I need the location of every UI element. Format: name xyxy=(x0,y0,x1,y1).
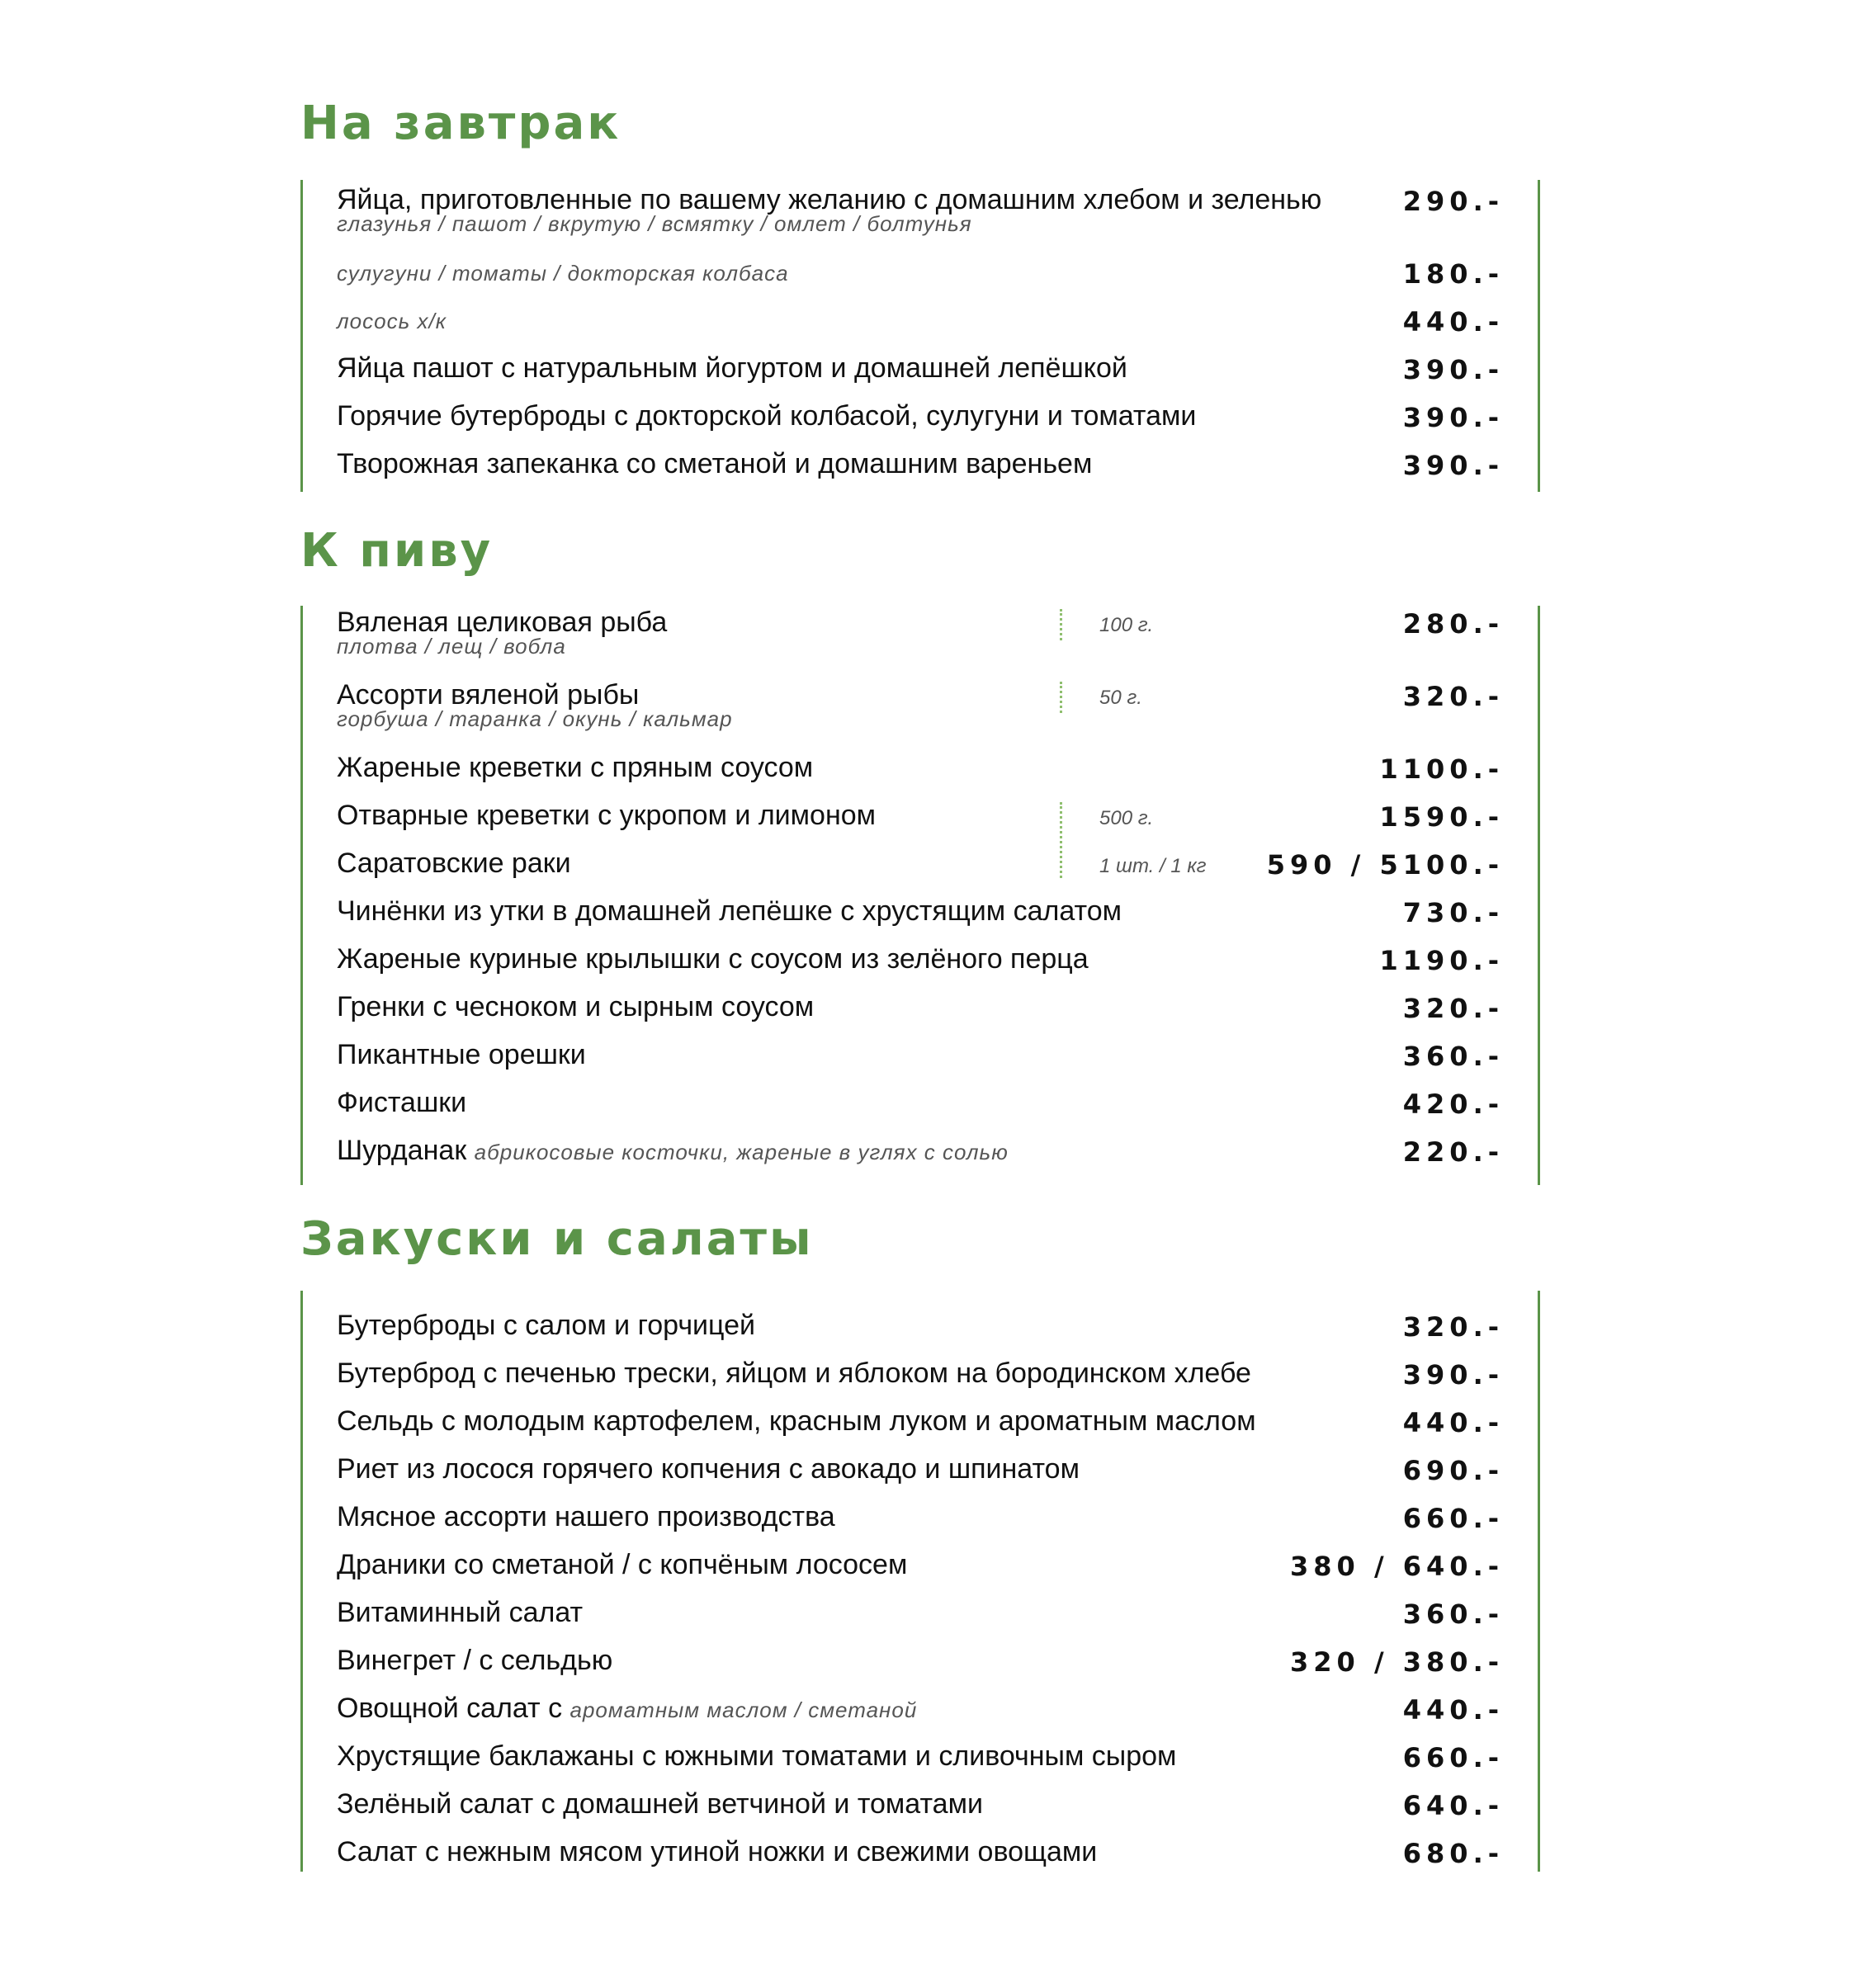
item-price: 320.- xyxy=(1402,1311,1504,1343)
item-weight: 1 шт. / 1 кг xyxy=(1099,855,1207,877)
item-price: 680.- xyxy=(1402,1838,1504,1869)
item-options: лосось х/к xyxy=(337,309,447,333)
item-note: абрикосовые косточки, жареные в углях с солью xyxy=(474,1140,1009,1164)
item-name: Хрустящие баклажаны с южными томатами и сливочным сыром xyxy=(337,1740,1177,1772)
beer-snacks-menu xyxy=(300,606,1540,1185)
item-name: Жареные куриные крылышки с соусом из зелёного перца xyxy=(337,943,1089,975)
item-name: Фисташки xyxy=(337,1087,467,1118)
item-options: сулугуни / томаты / докторская колбаса xyxy=(337,261,789,286)
breakfast-menu xyxy=(300,180,1540,492)
item-note: ароматным маслом / сметаной xyxy=(569,1698,918,1722)
item-name: Чинёнки из утки в домашней лепёшке с хрустящим салатом xyxy=(337,895,1122,927)
item-price: 420.- xyxy=(1402,1088,1504,1120)
item-price: 660.- xyxy=(1402,1503,1504,1534)
item-options: глазунья / пашот / вкрутую / всмятку / омлет / болтунья xyxy=(337,211,972,236)
item-name: Творожная запеканка со сметаной и домашним вареньем xyxy=(337,448,1093,479)
item-price: 320.- xyxy=(1402,681,1504,712)
item-name: Зелёный салат с домашней ветчиной и томатами xyxy=(337,1788,983,1820)
item-name: Яйца пашот с натуральным йогуртом и домашней лепёшкой xyxy=(337,352,1127,384)
item-options: горбуша / таранка / окунь / кальмар xyxy=(337,706,733,731)
item-price: 440.- xyxy=(1402,1694,1504,1726)
item-price: 290.- xyxy=(1402,186,1504,217)
weight-divider xyxy=(1060,682,1062,713)
weight-divider xyxy=(1060,802,1062,878)
item-name: Яйца, приготовленные по вашему желанию с домашним хлебом и зеленью xyxy=(337,184,1322,215)
weight-divider xyxy=(1060,609,1062,640)
item-price: 390.- xyxy=(1402,354,1504,385)
item-price: 590 / 5100.- xyxy=(1266,849,1504,881)
item-price: 1590.- xyxy=(1379,801,1504,833)
item-name: Гренки с чесноком и сырным соусом xyxy=(337,991,815,1022)
item-price: 730.- xyxy=(1402,897,1504,928)
item-name: Сельдь с молодым картофелем, красным луком и ароматным маслом xyxy=(337,1405,1256,1437)
item-price: 320.- xyxy=(1402,993,1504,1024)
item-price: 390.- xyxy=(1402,450,1504,481)
item-name: Ассорти вяленой рыбы xyxy=(337,679,640,711)
item-price: 320 / 380.- xyxy=(1290,1646,1504,1678)
item-name: Бутерброды с салом и горчицей xyxy=(337,1310,756,1341)
section-title-appetizers-salads: Закуски и салаты xyxy=(300,1212,814,1266)
item-name xyxy=(337,1692,917,1726)
section-title-breakfast: На завтрак xyxy=(300,97,621,150)
item-price: 440.- xyxy=(1402,306,1504,338)
section-title-beer-snacks: К пиву xyxy=(300,524,494,578)
item-price: 440.- xyxy=(1402,1407,1504,1438)
item-name: Витаминный салат xyxy=(337,1597,584,1628)
item-name: Бутерброд с печенью трески, яйцом и яблоком на бородинском хлебе xyxy=(337,1358,1251,1389)
item-weight: 500 г. xyxy=(1099,807,1154,829)
item-price: 660.- xyxy=(1402,1742,1504,1773)
item-name: Винегрет / с сельдью xyxy=(337,1645,613,1676)
item-name: Драники со сметаной / с копчёным лососем xyxy=(337,1549,908,1580)
item-price: 390.- xyxy=(1402,1359,1504,1391)
item-name xyxy=(337,1134,1009,1169)
item-name: Риет из лосося горячего копчения с авокадо и шпинатом xyxy=(337,1453,1080,1485)
item-name: Горячие бутерброды с докторской колбасой, сулугуни и томатами xyxy=(337,400,1197,432)
item-name: Жареные креветки с пряным соусом xyxy=(337,752,814,783)
item-price: 280.- xyxy=(1402,608,1504,640)
item-weight: 100 г. xyxy=(1099,614,1154,636)
item-name: Мясное ассорти нашего производства xyxy=(337,1501,835,1532)
item-price: 360.- xyxy=(1402,1598,1504,1630)
item-price: 180.- xyxy=(1402,258,1504,290)
item-price: 360.- xyxy=(1402,1041,1504,1072)
item-name: Вяленая целиковая рыба xyxy=(337,607,668,638)
item-price: 640.- xyxy=(1402,1790,1504,1821)
item-price: 380 / 640.- xyxy=(1290,1551,1504,1582)
item-price: 1100.- xyxy=(1379,753,1504,785)
item-options: плотва / лещ / вобла xyxy=(337,634,566,659)
item-price: 220.- xyxy=(1402,1136,1504,1168)
appetizers-salads-menu xyxy=(300,1291,1540,1872)
item-price: 690.- xyxy=(1402,1455,1504,1486)
item-name: Саратовские раки xyxy=(337,848,571,879)
item-name-text: Овощной салат с xyxy=(337,1693,563,1724)
item-name: Салат с нежным мясом утиной ножки и свежими овощами xyxy=(337,1836,1098,1868)
item-price: 1190.- xyxy=(1379,945,1504,976)
item-name: Пикантные орешки xyxy=(337,1039,586,1070)
item-price: 390.- xyxy=(1402,402,1504,433)
item-weight: 50 г. xyxy=(1099,687,1142,709)
item-name-text: Шурданак xyxy=(337,1135,467,1166)
item-name: Отварные креветки с укропом и лимоном xyxy=(337,800,877,831)
